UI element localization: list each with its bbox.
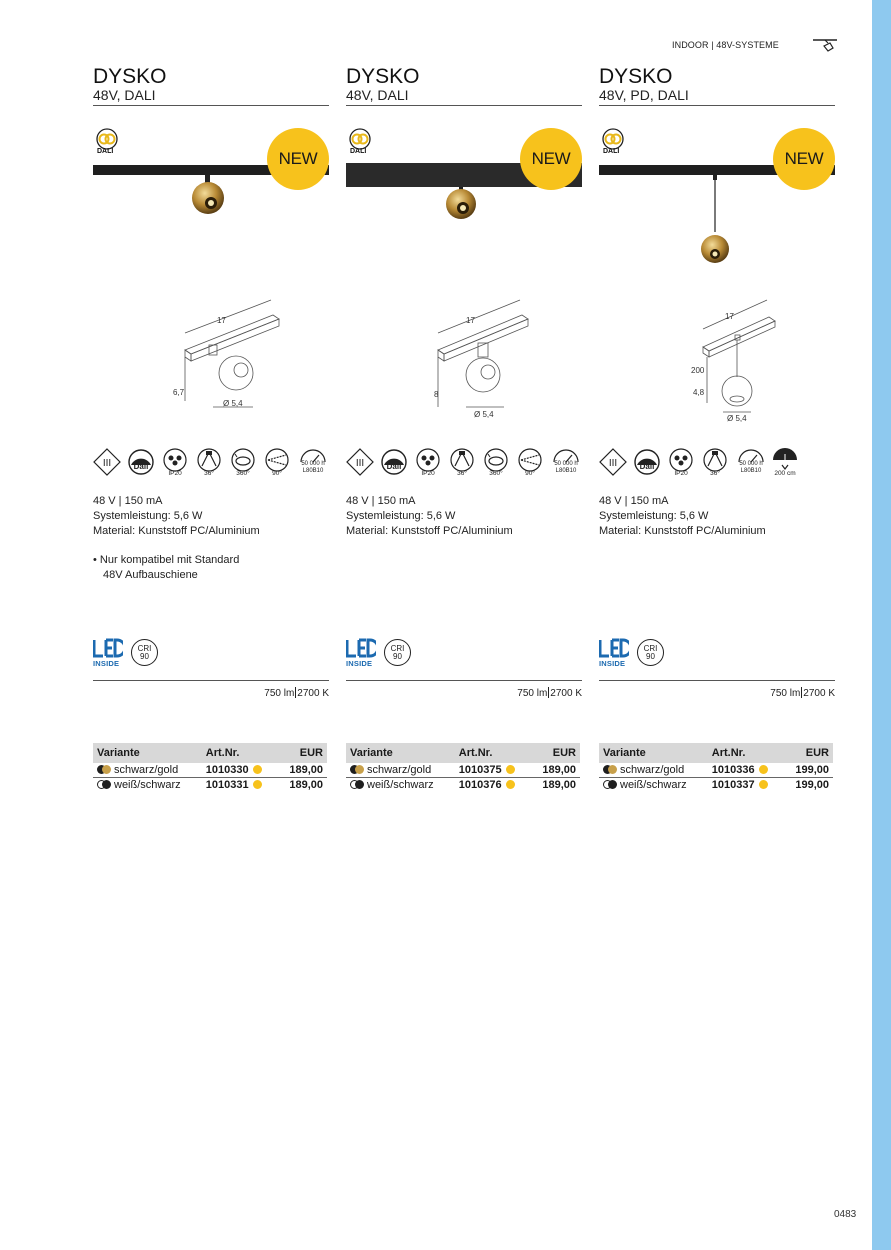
lifetime-icon: 50 000 h L80B10 bbox=[735, 448, 767, 478]
dali-logo-label: DALI bbox=[350, 148, 367, 155]
table-row: schwarz/gold 1010336 199,00 bbox=[599, 763, 833, 778]
spec-material: Material: Kunststoff PC/Aluminium bbox=[93, 525, 260, 537]
product-photo bbox=[346, 160, 582, 280]
product-column-1 bbox=[93, 0, 329, 820]
variant-table bbox=[93, 743, 327, 792]
table-row: weiß/schwarz 1010337 199,00 bbox=[599, 778, 833, 793]
svg-text:III: III bbox=[355, 458, 365, 469]
availability-dot-icon bbox=[759, 765, 768, 774]
dimension-drawing bbox=[346, 295, 582, 425]
spec-voltage: 48 V | 150 mA bbox=[599, 495, 669, 507]
table-header: Variante Art.Nr. EUR bbox=[346, 743, 580, 763]
color-swatch-icon bbox=[97, 765, 112, 774]
tilt-icon: 90° bbox=[263, 448, 291, 478]
lifetime-icon: 50 000 h L80B10 bbox=[297, 448, 329, 478]
product-photo bbox=[93, 160, 329, 280]
compatibility-note: • Nur kompatibel mit Standard 48V Aufbauschiene bbox=[93, 554, 240, 581]
product-title: DYSKO bbox=[599, 65, 673, 88]
ip20-icon: IP20 bbox=[161, 448, 189, 478]
availability-dot-icon bbox=[506, 765, 515, 774]
led-logo-icon bbox=[346, 638, 376, 658]
protection-class-iii-icon bbox=[346, 448, 374, 478]
divider bbox=[93, 105, 329, 106]
dim-diameter: Ø 5,4 bbox=[223, 399, 243, 408]
beam-angle-icon: 36° bbox=[701, 448, 729, 478]
dimension-drawing bbox=[93, 295, 329, 425]
dim-height: 4,8 bbox=[693, 388, 705, 397]
color-swatch-icon bbox=[603, 780, 618, 789]
protection-class-iii-icon bbox=[599, 448, 627, 478]
table-row: schwarz/gold 1010375 189,00 bbox=[346, 763, 580, 778]
table-row: weiß/schwarz 1010376 189,00 bbox=[346, 778, 580, 793]
dali-dimmable-icon bbox=[380, 448, 408, 478]
divider bbox=[346, 680, 582, 681]
dali-logo-label: DALI bbox=[603, 148, 620, 155]
spec-list bbox=[346, 494, 513, 539]
cri-badge: CRI 90 bbox=[131, 639, 158, 666]
svg-text:III: III bbox=[102, 458, 112, 469]
dim-length: 17 bbox=[725, 312, 734, 321]
svg-text:III: III bbox=[608, 458, 618, 469]
dali-logo-label: DALI bbox=[97, 148, 114, 155]
product-column-2 bbox=[346, 0, 582, 820]
table-header: Variante Art.Nr. EUR bbox=[93, 743, 327, 763]
lumen-cct: 750 lm 2700 K bbox=[770, 688, 835, 699]
dali-dimmable-icon bbox=[633, 448, 661, 478]
dim-diameter: Ø 5,4 bbox=[727, 414, 747, 423]
page-number: 0483 bbox=[834, 1209, 857, 1220]
availability-dot-icon bbox=[253, 780, 262, 789]
dim-cable: 200 bbox=[691, 366, 705, 375]
dali-logo-icon bbox=[346, 128, 376, 160]
beam-angle-icon: 36° bbox=[448, 448, 476, 478]
color-swatch-icon bbox=[350, 765, 365, 774]
divider bbox=[599, 105, 835, 106]
protection-class-iii-icon bbox=[93, 448, 121, 478]
ip20-icon: IP20 bbox=[414, 448, 442, 478]
dim-height: 8 bbox=[434, 390, 439, 399]
product-subtitle: 48V, DALI bbox=[346, 87, 409, 103]
spec-list bbox=[93, 494, 260, 539]
color-swatch-icon bbox=[603, 765, 618, 774]
header-category: INDOOR | 48V-SYSTEME bbox=[672, 40, 779, 50]
spec-voltage: 48 V | 150 mA bbox=[93, 495, 163, 507]
spec-power: Systemleistung: 5,6 W bbox=[346, 510, 456, 522]
table-row: weiß/schwarz 1010331 189,00 bbox=[93, 778, 327, 793]
dim-length: 17 bbox=[466, 316, 475, 325]
spec-power: Systemleistung: 5,6 W bbox=[599, 510, 709, 522]
cri-badge: CRI 90 bbox=[637, 639, 664, 666]
availability-dot-icon bbox=[253, 765, 262, 774]
dali-logo-icon bbox=[93, 128, 123, 160]
spec-power: Systemleistung: 5,6 W bbox=[93, 510, 203, 522]
dim-diameter: Ø 5,4 bbox=[474, 410, 494, 419]
spec-list bbox=[599, 494, 766, 539]
lumen-cct: 750 lm 2700 K bbox=[517, 688, 582, 699]
led-inside-badge: INSIDE CRI 90 bbox=[346, 638, 426, 670]
table-header: Variante Art.Nr. EUR bbox=[599, 743, 833, 763]
divider bbox=[93, 680, 329, 681]
beam-angle-icon: 36° bbox=[195, 448, 223, 478]
dim-height: 6,7 bbox=[173, 388, 185, 397]
cable-length-icon: 200 cm bbox=[771, 448, 799, 478]
color-swatch-icon bbox=[97, 780, 112, 789]
rotation-icon: 360° bbox=[229, 448, 257, 478]
svg-text:Dali: Dali bbox=[386, 462, 402, 471]
color-swatch-icon bbox=[350, 780, 365, 789]
feature-icon-row bbox=[346, 448, 582, 482]
variant-table bbox=[599, 743, 833, 792]
availability-dot-icon bbox=[759, 780, 768, 789]
dali-dimmable-icon bbox=[127, 448, 155, 478]
new-badge: NEW bbox=[773, 128, 835, 190]
dali-logo-icon bbox=[599, 128, 629, 160]
led-inside-badge: INSIDE CRI 90 bbox=[599, 638, 679, 670]
divider bbox=[346, 105, 582, 106]
led-logo-icon bbox=[599, 638, 629, 658]
product-photo bbox=[599, 160, 835, 280]
svg-text:Dali: Dali bbox=[133, 462, 149, 471]
availability-dot-icon bbox=[506, 780, 515, 789]
tilt-icon: 90° bbox=[516, 448, 544, 478]
new-badge: NEW bbox=[267, 128, 329, 190]
product-title: DYSKO bbox=[93, 65, 167, 88]
product-title: DYSKO bbox=[346, 65, 420, 88]
spec-material: Material: Kunststoff PC/Aluminium bbox=[599, 525, 766, 537]
feature-icon-row bbox=[599, 448, 835, 482]
ip20-icon: IP20 bbox=[667, 448, 695, 478]
rotation-icon: 360° bbox=[482, 448, 510, 478]
cri-badge: CRI 90 bbox=[384, 639, 411, 666]
lifetime-icon: 50 000 h L80B10 bbox=[550, 448, 582, 478]
product-column-3 bbox=[599, 0, 835, 820]
variant-table bbox=[346, 743, 580, 792]
new-badge: NEW bbox=[520, 128, 582, 190]
dimension-drawing bbox=[599, 295, 835, 425]
dim-length: 17 bbox=[217, 316, 226, 325]
lumen-cct: 750 lm 2700 K bbox=[264, 688, 329, 699]
svg-text:Dali: Dali bbox=[639, 462, 655, 471]
led-inside-badge: INSIDE CRI 90 bbox=[93, 638, 173, 670]
feature-icon-row bbox=[93, 448, 329, 482]
spec-voltage: 48 V | 150 mA bbox=[346, 495, 416, 507]
product-subtitle: 48V, DALI bbox=[93, 87, 156, 103]
table-row: schwarz/gold 1010330 189,00 bbox=[93, 763, 327, 778]
side-accent-band bbox=[872, 0, 891, 1250]
led-logo-icon bbox=[93, 638, 123, 658]
spec-material: Material: Kunststoff PC/Aluminium bbox=[346, 525, 513, 537]
divider bbox=[599, 680, 835, 681]
product-subtitle: 48V, PD, DALI bbox=[599, 87, 689, 103]
